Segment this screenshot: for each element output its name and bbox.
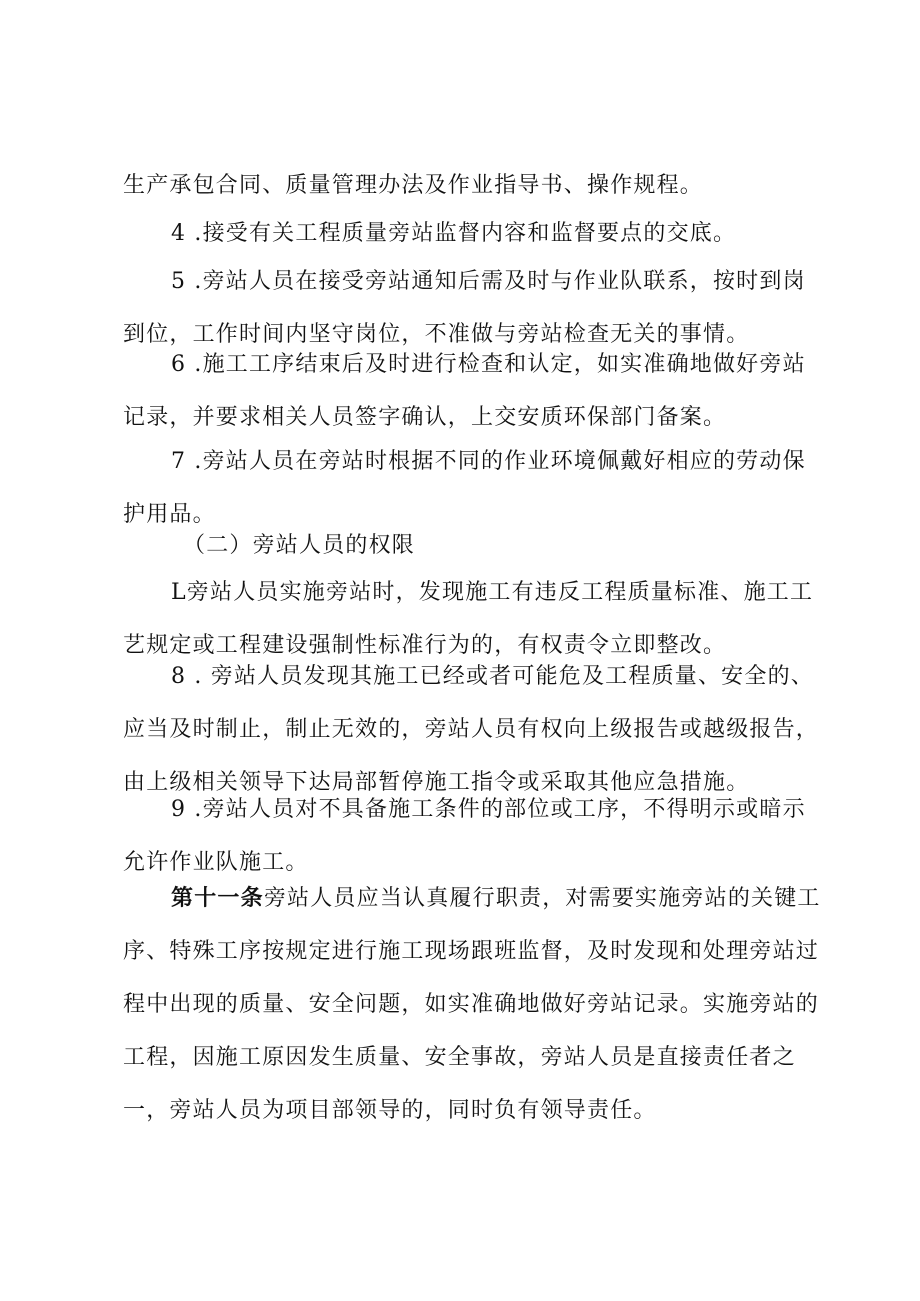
list-item-1: L旁站人员实施旁站时，发现施工有违反工程质量标准、施工工艺规定或工程建设强制性标准行为的，有权责令立即整改。: [123, 580, 814, 658]
list-item-6: 6 .施工工序结束后及时进行检查和认定，如实准确地做好旁站记录，并要求相关人员签字确认，上交安质环保部门备案。: [123, 352, 806, 430]
section-heading: （二）旁站人员的权限: [183, 533, 416, 558]
article-paragraph: [123, 872, 823, 1137]
list-item-4: 4 .接受有关工程质量旁站监督内容和监督要点的交底。: [171, 221, 737, 246]
list-item-8: 8 . 旁站人员发现其施工已经或者可能危及工程质量、安全的、应当及时制止，制止无效的，旁站人员有权向上级报告或越级报告，由上级相关领导下达局部暂停施工指令或采取其他应急措施。: [123, 664, 820, 795]
article-text: 旁站人员应当认真履行职责，对需要实施旁站的关键工序、特殊工序按规定进行施工现场跟班监督，及时发现和处理旁站过程中出现的质量、安全问题，如实准确地做好旁站记录。实施旁站的工程，因施工原因发生质量、安全事故，旁站人员是直接责任者之一，旁站人员为项目部领导的，同时负有领导责任。: [123, 886, 821, 1123]
article-label: 第十一条: [171, 885, 264, 911]
list-item-7: 7 .旁站人员在旁站时根据不同的作业环境佩戴好相应的劳动保护用品。: [123, 449, 806, 527]
list-item-9: 9 .旁站人员对不具备施工条件的部位或工序，不得明示或暗示允许作业队施工。: [123, 797, 806, 875]
list-item-5: 5 .旁站人员在接受旁站通知后需及时与作业队联系，按时到岗到位，工作时间内坚守岗位，不准做与旁站检查无关的事情。: [123, 269, 806, 347]
paragraph-continuation: 生产承包合同、质量管理办法及作业指导书、操作规程。: [123, 173, 704, 198]
